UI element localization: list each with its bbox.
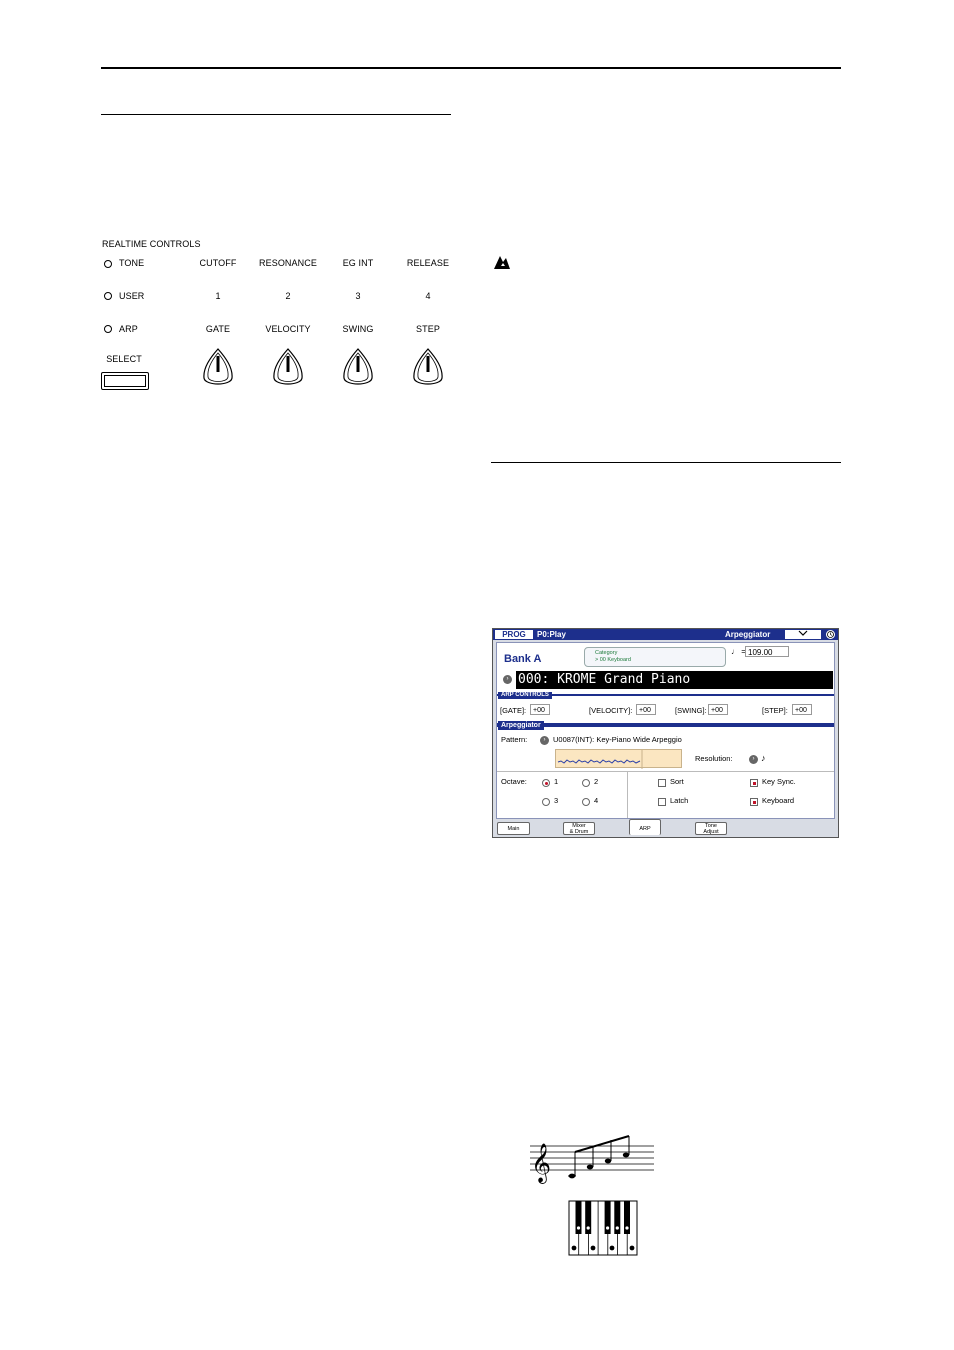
label-step: STEP [416, 324, 440, 334]
led-label-arp: ARP [119, 324, 138, 334]
tab-adjust-label: Adjust [703, 829, 719, 835]
octave-radio-4[interactable] [582, 798, 590, 806]
swing-field[interactable]: +00 [708, 704, 728, 715]
svg-text:𝄞: 𝄞 [531, 1143, 552, 1183]
octave-label-2: 2 [594, 777, 599, 786]
label-release: RELEASE [406, 258, 450, 268]
velocity-field[interactable]: +00 [636, 704, 656, 715]
tab-tone-adjust[interactable] [695, 822, 727, 835]
label-velocity: VELOCITY [265, 324, 311, 334]
resolution-label: Resolution: [695, 754, 733, 763]
arp-controls-label: ARP CONTROLS [498, 692, 552, 699]
section-name: Arpeggiator [725, 630, 771, 639]
led-arp [104, 325, 112, 333]
gate-label: [GATE]: [500, 706, 527, 715]
resolution-value[interactable]: ♪ [761, 753, 766, 763]
led-tone [104, 260, 112, 268]
section-rule-right [491, 462, 841, 463]
clock-icon[interactable] [826, 630, 835, 639]
tab-arp[interactable] [629, 819, 661, 835]
tab-main[interactable] [497, 822, 530, 835]
octave-label: Octave: [501, 777, 527, 786]
select-button[interactable] [101, 372, 149, 390]
knob-1-icon[interactable] [200, 346, 236, 390]
arpeggiator-rule [497, 723, 834, 727]
mode-indicator[interactable]: PROG [495, 630, 533, 639]
led-user [104, 292, 112, 300]
key-sync-checkbox[interactable] [750, 779, 758, 787]
pattern-preview [555, 749, 682, 768]
tab-tone-label: Tone [705, 823, 717, 829]
category-value: > 00 Keyboard [595, 657, 631, 663]
swing-label: [SWING]: [675, 706, 707, 715]
label-cutoff: CUTOFF [199, 258, 237, 268]
category-label: Category [595, 650, 618, 656]
page-name: P0:Play [537, 630, 566, 639]
tab-arp-label: ARP [639, 826, 651, 832]
key-sync-label: Key Sync. [762, 777, 796, 786]
category-box[interactable] [584, 647, 726, 667]
screen-body [496, 642, 835, 819]
screen-title-bar [493, 629, 838, 640]
octave-radio-1[interactable] [542, 779, 550, 787]
pattern-value[interactable]: U0087(INT): Key-Piano Wide Arpeggio [553, 735, 682, 744]
tab-mixer-label: Mixer [572, 823, 586, 829]
tab-main-label: Main [507, 826, 520, 832]
pattern-label: Pattern: [501, 735, 528, 744]
tempo-field[interactable]: 109.00 [745, 646, 789, 657]
arpeggiator-label: Arpeggiator [498, 721, 544, 730]
gate-field[interactable]: +00 [530, 704, 550, 715]
section-rule-left [101, 114, 451, 115]
label-knob-3: 3 [355, 291, 361, 301]
tab-drum-label: & Drum [569, 829, 589, 835]
program-popup-icon[interactable]: › [503, 675, 512, 684]
label-resonance: RESONANCE [259, 258, 317, 268]
knob-2-icon[interactable] [270, 346, 306, 390]
octave-label-3: 3 [554, 796, 559, 805]
pattern-popup-icon[interactable]: › [540, 736, 549, 745]
label-knob-2: 2 [285, 291, 291, 301]
select-label: SELECT [106, 354, 142, 364]
step-label: [STEP]: [762, 706, 788, 715]
octave-label-4: 4 [594, 796, 599, 805]
program-name[interactable]: 000: KROME Grand Piano [516, 671, 833, 689]
caution-icon [492, 252, 512, 272]
sort-checkbox[interactable] [658, 779, 666, 787]
divider-v [627, 771, 628, 818]
pattern-wave-icon [556, 750, 683, 769]
top-rule [101, 67, 841, 69]
knob-4-icon[interactable] [410, 346, 446, 390]
label-eg-int: EG INT [342, 258, 374, 268]
music-staff-icon [528, 1134, 656, 1186]
arpeggiator-screen [492, 628, 839, 838]
resolution-popup-icon[interactable]: › [749, 755, 758, 764]
octave-label-1: 1 [554, 777, 559, 786]
latch-label: Latch [670, 796, 689, 805]
page-menu-button[interactable] [785, 630, 821, 639]
octave-radio-2[interactable] [582, 779, 590, 787]
bank-label[interactable]: Bank A [504, 653, 542, 665]
step-field[interactable]: +00 [792, 704, 812, 715]
led-label-tone: TONE [119, 258, 145, 268]
label-knob-4: 4 [425, 291, 431, 301]
label-gate: GATE [205, 324, 231, 334]
knob-3-icon[interactable] [340, 346, 376, 390]
tab-mixer-drum[interactable] [563, 822, 595, 835]
divider-h [497, 771, 834, 772]
sort-label: Sort [670, 777, 684, 786]
label-knob-1: 1 [215, 291, 221, 301]
keyboard-checkbox[interactable] [750, 798, 758, 806]
octave-radio-3[interactable] [542, 798, 550, 806]
latch-checkbox[interactable] [658, 798, 666, 806]
velocity-label: [VELOCITY]: [589, 706, 633, 715]
tempo-symbol: ♩ = [731, 647, 746, 656]
chevron-down-icon [798, 630, 808, 637]
label-swing: SWING [342, 324, 374, 334]
keyboard-diagram-icon [568, 1200, 638, 1256]
panel-title: REALTIME CONTROLS [102, 239, 201, 249]
keyboard-label: Keyboard [762, 796, 795, 805]
led-label-user: USER [119, 291, 145, 301]
